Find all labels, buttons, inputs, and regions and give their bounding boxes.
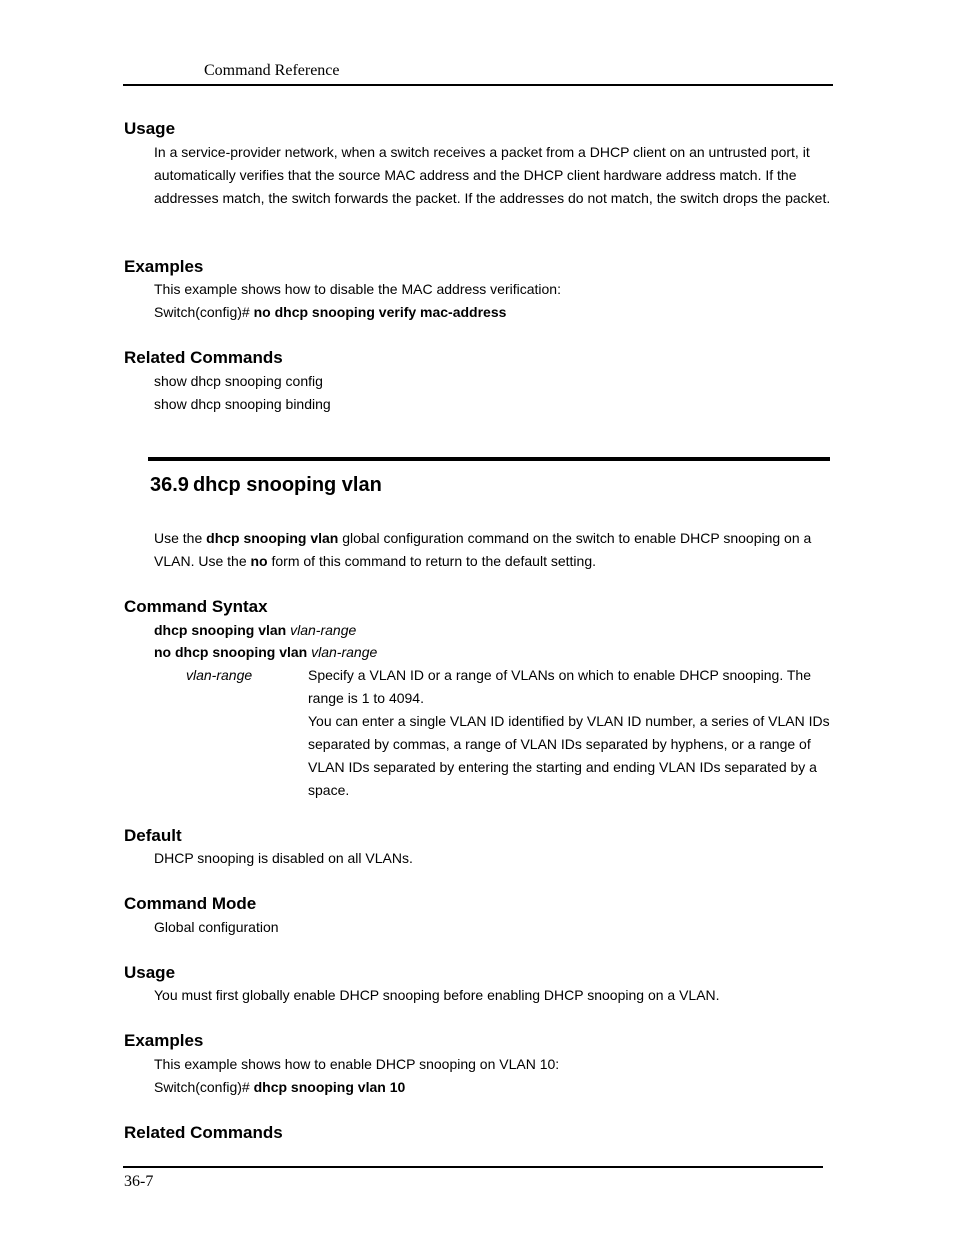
example-command: no dhcp snooping verify mac-address (249, 304, 507, 320)
default-text: DHCP snooping is disabled on all VLANs. (154, 850, 413, 866)
page-number: 36-7 (124, 1173, 154, 1190)
command-mode-heading: Command Mode (124, 894, 257, 913)
examples-intro: This example shows how to disable the MAC address verification: (154, 281, 561, 297)
example-command: dhcp snooping vlan 10 (249, 1079, 406, 1095)
section-title (150, 474, 382, 497)
usage-heading: Usage (124, 119, 176, 138)
example-prompt: Switch(config)# (154, 1079, 250, 1095)
param-description (308, 664, 833, 802)
examples-heading: Examples (124, 257, 204, 276)
related-commands-heading: Related Commands (124, 348, 283, 367)
example-command-line (154, 1076, 834, 1099)
section-rule (148, 457, 830, 461)
examples-heading: Examples (124, 1031, 204, 1050)
syntax-no-line: no dhcp snooping vlan vlan-range (154, 644, 378, 660)
running-header: Command Reference (204, 62, 340, 79)
related-command-item: show dhcp snooping binding (154, 396, 331, 412)
related-command-item: show dhcp snooping config (154, 373, 323, 389)
section-intro: Use the dhcp snooping vlan global configuration command on the switch to enable DHCP snooping on a VLAN. Use the no form of this command to return to the default setting. (154, 530, 812, 569)
related-commands-heading: Related Commands (124, 1123, 283, 1142)
header-rule (123, 84, 833, 86)
example-command-line (154, 301, 834, 324)
usage-text: You must first globally enable DHCP snooping before enabling DHCP snooping on a VLAN. (154, 987, 720, 1003)
param-name: vlan-range (186, 667, 253, 683)
section-name: dhcp snooping vlan (192, 474, 382, 496)
command-mode-text: Global configuration (154, 919, 279, 935)
examples-intro: This example shows how to enable DHCP snooping on VLAN 10: (154, 1056, 560, 1072)
command-syntax-heading: Command Syntax (124, 597, 268, 616)
example-prompt: Switch(config)# (154, 304, 250, 320)
footer-rule (123, 1166, 823, 1168)
param-desc-range: Specify a VLAN ID or a range of VLANs on which to enable DHCP snooping. The range is 1 to 4094. (308, 667, 811, 706)
default-heading: Default (124, 826, 182, 845)
param-desc-format: You can enter a single VLAN ID identified by VLAN ID number, a series of VLAN IDs separated by commas, a range of VLAN IDs separated by hyphens, or a range of VLAN IDs separated by entering the starting and ending VLAN IDs separated by a space. (308, 713, 830, 798)
section-number: 36.9 (150, 474, 189, 496)
usage-heading: Usage (124, 963, 176, 982)
syntax-line: dhcp snooping vlan vlan-range (154, 622, 357, 638)
usage-text: In a service-provider network, when a switch receives a packet from a DHCP client on an untrusted port, it automatically verifies that the source MAC address and the DHCP client hardware address match. If the addresses match, the switch forwards the packet. If the addresses do not match, the switch drops the packet. (154, 144, 831, 206)
